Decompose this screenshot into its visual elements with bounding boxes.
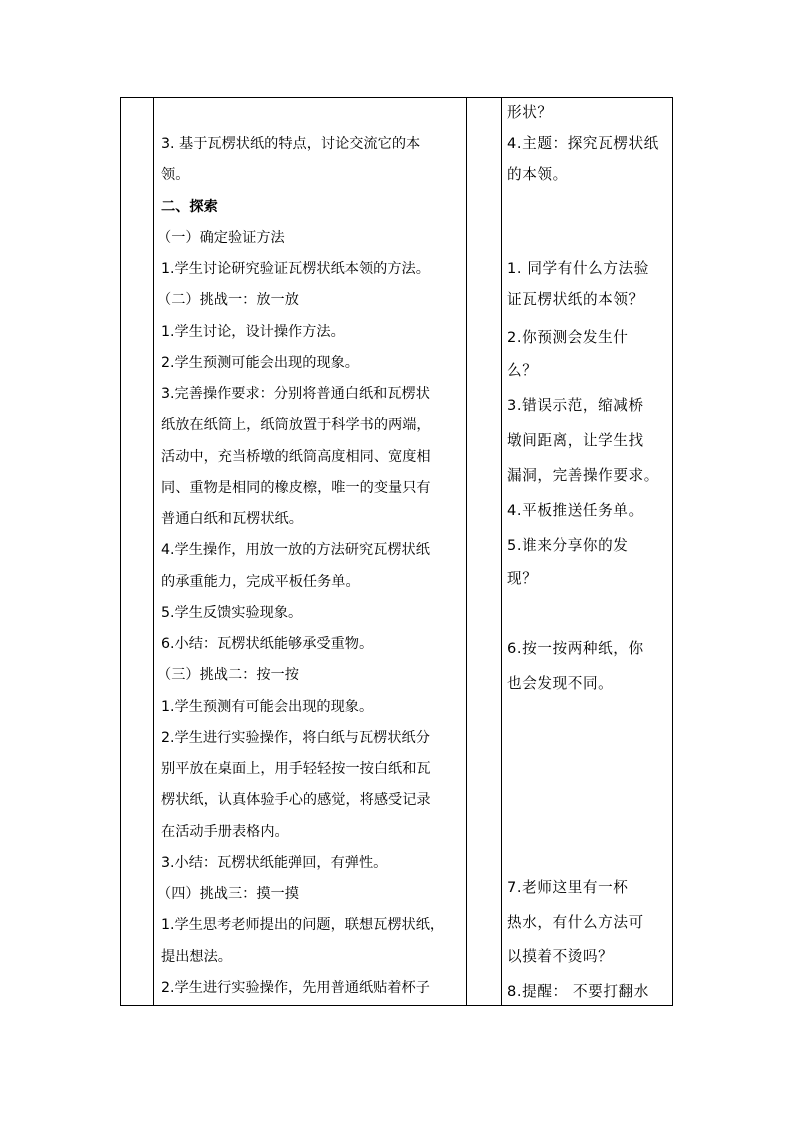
guidance-line: 也会发现不同。 xyxy=(507,675,614,692)
guidance-line: 4.平板推送任务单。 xyxy=(507,502,644,519)
activity-line: 2.学生进行实验操作，将白纸与瓦楞状纸分 xyxy=(161,730,430,746)
activity-line: 的承重能力，完成平板任务单。 xyxy=(161,574,360,590)
guidance-line: 热水，有什么方法可 xyxy=(507,914,644,931)
activity-line: 2.学生进行实验操作，先用普通纸贴着杯子 xyxy=(161,980,430,996)
guidance-line: 现？ xyxy=(507,570,538,587)
guidance-line: 以摸着不烫吗？ xyxy=(507,948,614,965)
activity-line: 活动中，充当桥墩的纸筒高度相同、宽度相 xyxy=(161,449,431,465)
subsection-heading: （四）挑战三：摸一摸 xyxy=(157,886,299,902)
activity-line: 2.学生预测可能会出现的现象。 xyxy=(161,355,359,371)
guidance-line: 1. 同学有什么方法验 xyxy=(507,260,649,277)
activity-line: 同、重物是相同的橡皮檫，唯一的变量只有 xyxy=(161,480,431,496)
activity-line: 普通白纸和瓦楞状纸。 xyxy=(161,511,303,527)
student-activity-column xyxy=(154,97,466,1006)
activity-line: 5.学生反馈实验现象。 xyxy=(161,605,303,621)
guidance-line: 4.主题：探究瓦楞状纸 xyxy=(507,135,659,152)
activity-line: 4.学生操作，用放一放的方法研究瓦楞状纸 xyxy=(161,542,430,558)
guidance-line: 么？ xyxy=(507,362,538,379)
guidance-line: 漏洞，完善操作要求。 xyxy=(507,467,659,484)
column-divider-2 xyxy=(466,97,467,1006)
teacher-guidance-column xyxy=(502,97,672,1006)
activity-line: 别平放在桌面上，用手轻轻按一按白纸和瓦 xyxy=(161,761,431,777)
activity-line: 1.学生讨论，设计操作方法。 xyxy=(161,324,345,340)
activity-line: 3.完善操作要求：分别将普通白纸和瓦楞状 xyxy=(161,386,430,402)
subsection-heading: （二）挑战一：放一放 xyxy=(157,292,299,308)
guidance-line: 墩间距离，让学生找 xyxy=(507,432,644,449)
guidance-line: 2.你预测会发生什 xyxy=(507,329,629,346)
lesson-plan-table xyxy=(120,97,673,1006)
table-right-border xyxy=(672,97,673,1006)
activity-line: 3. 基于瓦楞状纸的特点，讨论交流它的本 xyxy=(161,136,421,152)
activity-line: 纸放在纸筒上，纸筒放置于科学书的两端， xyxy=(161,417,431,433)
activity-line: 1.学生预测有可能会出现的现象。 xyxy=(161,699,374,715)
activity-line: 楞状纸，认真体验手心的感觉，将感受记录 xyxy=(161,792,431,808)
guidance-line: 8.提醒： 不要打翻水 xyxy=(507,983,649,1000)
activity-line: 1.学生讨论研究验证瓦楞状纸本领的方法。 xyxy=(161,261,430,277)
guidance-line: 证瓦楞状纸的本领？ xyxy=(507,291,644,308)
guidance-line: 5.谁来分享你的发 xyxy=(507,537,629,554)
subsection-heading: （三）挑战二：按一按 xyxy=(157,667,299,683)
subsection-heading: （一）确定验证方法 xyxy=(157,230,285,246)
activity-line: 1.学生思考老师提出的问题，联想瓦楞状纸， xyxy=(161,917,445,933)
table-left-border xyxy=(120,97,121,1006)
guidance-line: 形状？ xyxy=(507,104,553,121)
activity-line: 3.小结：瓦楞状纸能弹回，有弹性。 xyxy=(161,855,388,871)
activity-line: 6.小结：瓦楞状纸能够承受重物。 xyxy=(161,636,374,652)
activity-line: 在活动手册表格内。 xyxy=(161,824,289,840)
guidance-line: 7.老师这里有一杯 xyxy=(507,879,629,896)
section-heading-explore: 二、探索 xyxy=(161,199,218,215)
activity-line: 提出想法。 xyxy=(161,949,232,965)
guidance-line: 的本领。 xyxy=(507,166,568,183)
activity-line: 领。 xyxy=(161,167,190,183)
guidance-line: 6.按一按两种纸，你 xyxy=(507,640,644,657)
guidance-line: 3.错误示范，缩减桥 xyxy=(507,397,644,414)
